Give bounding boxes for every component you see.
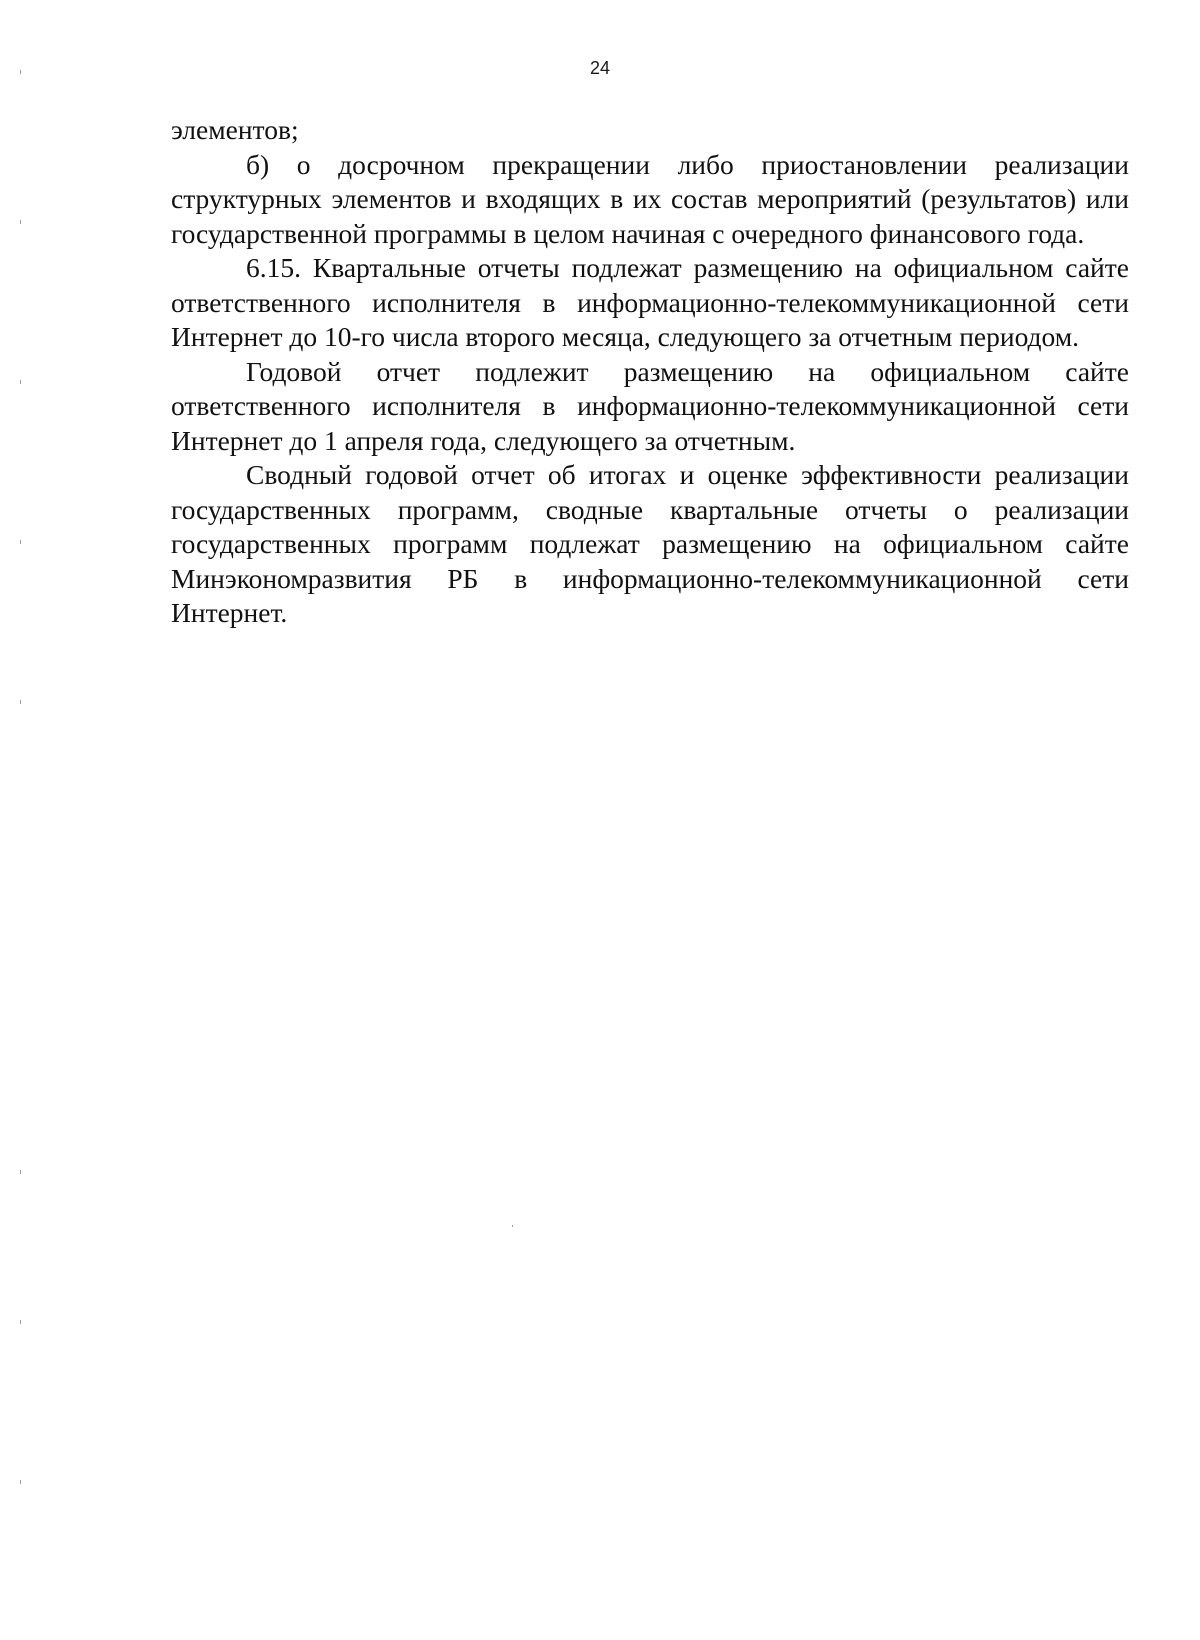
scan-speck [20, 540, 21, 544]
page-number: 24 [589, 58, 611, 78]
scan-speck [20, 70, 21, 74]
scan-speck [20, 700, 21, 704]
scan-speck [20, 380, 21, 384]
scan-speck [20, 1480, 21, 1484]
paragraph-6-15: 6.15. Квартальные отчеты подлежат размещению на официальном сайте ответственного исполнителя в информационно-телекоммуникационной сети Интернет до 10-го числа второго месяца, следующего за отчетным периодом. [171, 252, 1129, 352]
scan-speck [20, 1170, 21, 1174]
document-body [171, 113, 1129, 631]
paragraph-item-b: б) о досрочном прекращении либо приостановлении реализации структурных элементов и входящих в их состав мероприятий (результатов) или государственной программы в целом начиная с очередного финансового года. [171, 148, 1129, 249]
scan-speck [20, 220, 21, 224]
scan-speck [20, 1320, 21, 1324]
paragraph-summary-report: Сводный годовой отчет об итогах и оценке эффективности реализации государственных программ, сводные квартальные отчеты о реализации государственных программ подлежат размещению на официальном сайте Минэкономразвития РБ в информационно-телекоммуникационной сети Интернет. [171, 459, 1129, 628]
paragraph-continuation: элементов; [171, 114, 299, 145]
paragraph-annual-report: Годовой отчет подлежит размещению на официальном сайте ответственного исполнителя в информационно-телекоммуникационной сети Интернет до 1 апреля года, следующего за отчетным. [171, 355, 1129, 456]
scan-speck [512, 1225, 513, 1227]
